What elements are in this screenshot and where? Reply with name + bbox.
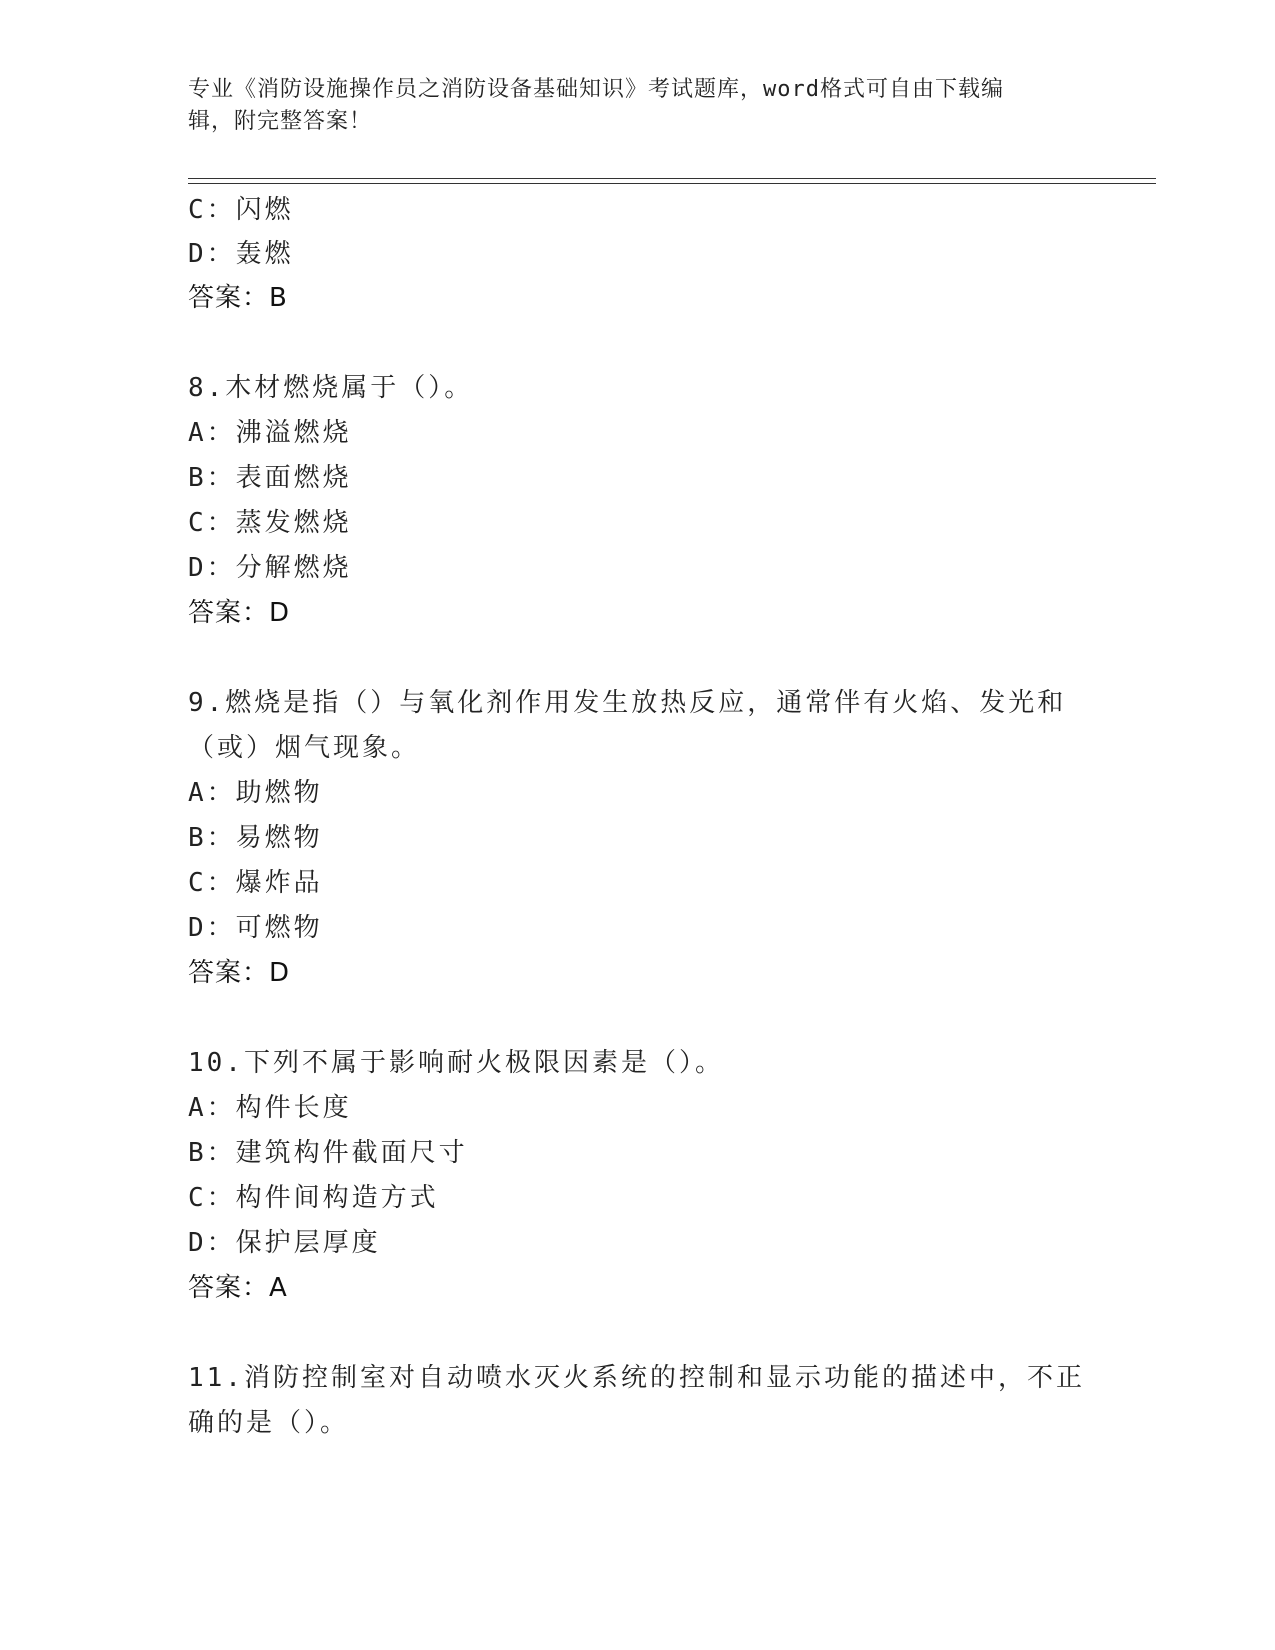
q8-option-c: C：蒸发燃烧 — [188, 508, 352, 538]
document-header — [188, 74, 1088, 138]
header-divider-top — [188, 178, 1156, 179]
q11-stem-line-1: 11.消防控制室对自动喷水灭火系统的控制和显示功能的描述中，不正 — [188, 1363, 1085, 1393]
q9-stem-line-2: （或）烟气现象。 — [188, 733, 421, 763]
q8-option-d: D：分解燃烧 — [188, 553, 352, 583]
q7-option-c: C：闪燃 — [188, 195, 294, 225]
q9-option-b: B：易燃物 — [188, 823, 323, 853]
q7-option-d: D：轰燃 — [188, 239, 294, 269]
header-line-1: 专业《消防设施操作员之消防设备基础知识》考试题库，word格式可自由下载编 — [188, 77, 1004, 102]
q11-stem-line-2: 确的是（）。 — [188, 1408, 350, 1438]
q10-option-c: C：构件间构造方式 — [188, 1183, 439, 1213]
header-divider-bottom — [188, 183, 1156, 184]
q8-option-a: A：沸溢燃烧 — [188, 418, 352, 448]
q8-answer: 答案：D — [188, 598, 291, 628]
q10-option-a: A：构件长度 — [188, 1093, 352, 1123]
q9-answer: 答案：D — [188, 958, 291, 988]
q9-stem-line-1: 9.燃烧是指（）与氧化剂作用发生放热反应，通常伴有火焰、发光和 — [188, 688, 1067, 718]
q10-answer: 答案：A — [188, 1273, 288, 1303]
header-line-2: 辑，附完整答案！ — [188, 109, 373, 134]
q9-option-c: C：爆炸品 — [188, 868, 323, 898]
q9-option-a: A：助燃物 — [188, 778, 323, 808]
q7-answer: 答案：B — [188, 283, 288, 313]
q8-stem: 8.木材燃烧属于（）。 — [188, 373, 474, 403]
q8-option-b: B：表面燃烧 — [188, 463, 352, 493]
q9-option-d: D：可燃物 — [188, 913, 323, 943]
q10-option-b: B：建筑构件截面尺寸 — [188, 1138, 468, 1168]
q10-stem: 10.下列不属于影响耐火极限因素是（）。 — [188, 1048, 724, 1078]
q10-option-d: D：保护层厚度 — [188, 1228, 381, 1258]
